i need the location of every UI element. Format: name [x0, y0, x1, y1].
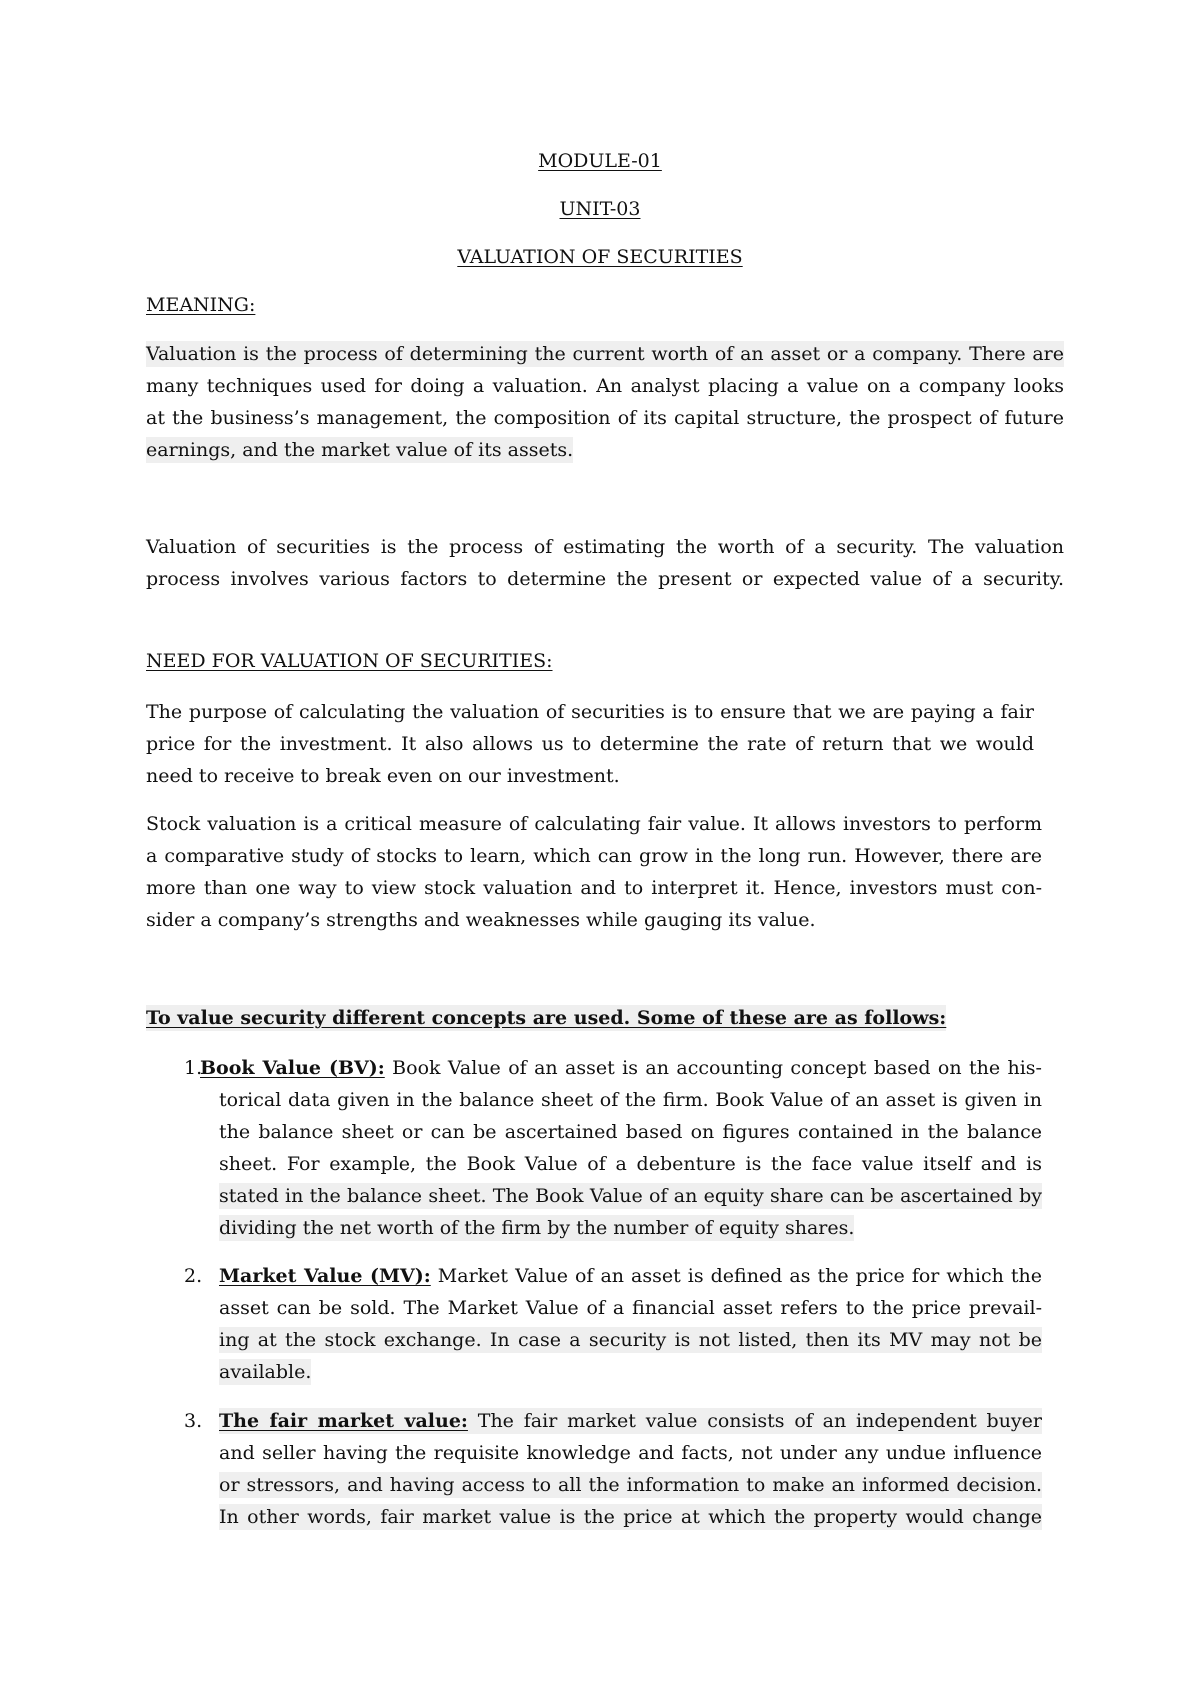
concepts-heading: To value security different concepts are used. Some of these are as follows:	[146, 1007, 947, 1029]
module-heading: MODULE-01	[538, 150, 662, 172]
meaning-para1-line: at the business’s management, the composition of its capital structure, the prospect of future	[146, 407, 1064, 429]
meaning-para1-line: earnings, and the market value of its assets.	[146, 439, 574, 461]
list-item-term: The fair market value:	[219, 1410, 468, 1432]
meaning-para1-line: many techniques used for doing a valuation. An analyst placing a value on a company looks	[146, 375, 1064, 397]
list-item-term: Market Value (MV):	[219, 1265, 431, 1287]
list-item-term: Book Value (BV):	[200, 1057, 385, 1079]
list-item-first-line	[219, 1263, 1042, 1289]
list-item-line: ing at the stock exchange. In case a security is not listed, then its MV may not be	[219, 1329, 1042, 1351]
list-item-text: The fair market value consists of an independent buyer	[467, 1410, 1042, 1432]
list-item-line: or stressors, and having access to all the information to make an informed decision.	[219, 1474, 1042, 1496]
list-number: 1.	[184, 1057, 203, 1079]
need-para2-line: a comparative study of stocks to learn, which can grow in the long run. However, there are	[146, 845, 1042, 867]
list-number: 2.	[184, 1265, 203, 1287]
need-para1-line: need to receive to break even on our investment.	[146, 765, 620, 787]
list-item-text: Book Value of an asset is an accounting concept based on the his-	[384, 1057, 1042, 1079]
list-item-line: stated in the balance sheet. The Book Value of an equity share can be ascertained by	[219, 1185, 1042, 1207]
meaning-para2-line: process involves various factors to determine the present or expected value of a security.	[146, 568, 1064, 590]
list-item-line: asset can be sold. The Market Value of a financial asset refers to the price prevail-	[219, 1297, 1042, 1319]
need-heading: NEED FOR VALUATION OF SECURITIES:	[146, 650, 553, 672]
need-para2-line: more than one way to view stock valuation and to interpret it. Hence, investors must con-	[146, 877, 1042, 899]
list-item-line: sheet. For example, the Book Value of a debenture is the face value itself and is	[219, 1153, 1042, 1175]
meaning-para2-line: Valuation of securities is the process of estimating the worth of a security. The valuation	[146, 536, 1064, 558]
list-item-line: torical data given in the balance sheet of the firm. Book Value of an asset is given in	[219, 1089, 1042, 1111]
need-para1-line: The purpose of calculating the valuation of securities is to ensure that we are paying a fair	[146, 701, 1034, 723]
need-para1-line: price for the investment. It also allows us to determine the rate of return that we would	[146, 733, 1034, 755]
list-item-line: available.	[219, 1361, 312, 1383]
meaning-para1-line: Valuation is the process of determining the current worth of an asset or a company. There are	[146, 343, 1064, 365]
list-number: 3.	[184, 1410, 203, 1432]
list-item-line: dividing the net worth of the firm by the number of equity shares.	[219, 1217, 855, 1239]
list-item-line: and seller having the requisite knowledge and facts, not under any undue influence	[219, 1442, 1042, 1464]
list-item-text: Market Value of an asset is defined as the price for which the	[430, 1265, 1042, 1287]
list-item-first-line	[219, 1408, 1042, 1434]
list-item-line: the balance sheet or can be ascertained based on figures contained in the balance	[219, 1121, 1042, 1143]
list-item-line: In other words, fair market value is the price at which the property would change	[219, 1506, 1042, 1528]
list-item-first-line	[200, 1055, 1042, 1081]
document-title: VALUATION OF SECURITIES	[457, 246, 743, 268]
need-para2-line: Stock valuation is a critical measure of calculating fair value. It allows investors to perform	[146, 813, 1042, 835]
meaning-heading: MEANING:	[146, 294, 256, 316]
unit-heading: UNIT-03	[559, 198, 641, 220]
need-para2-line: sider a company’s strengths and weaknesses while gauging its value.	[146, 909, 816, 931]
